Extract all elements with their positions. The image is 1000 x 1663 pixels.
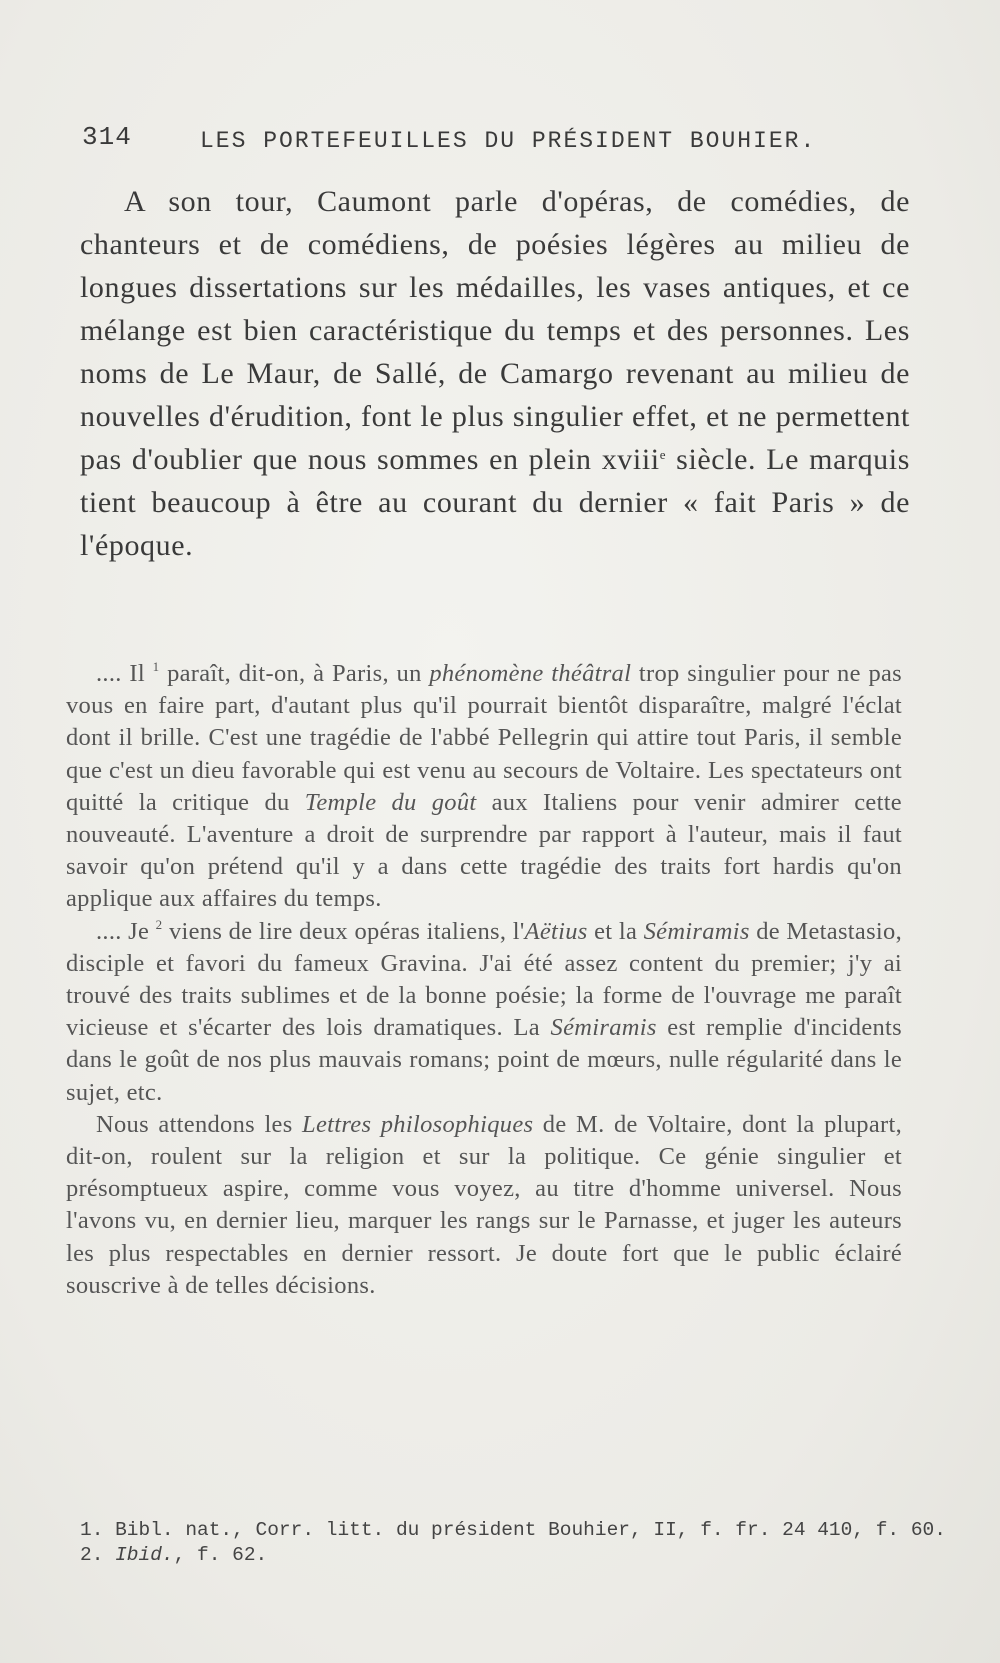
footnote-2 <box>80 1543 920 1568</box>
running-title: LES PORTEFEUILLES DU PRÉSIDENT BOUHIER. <box>200 128 817 154</box>
quote-2-text-a: viens de lire deux opéras italiens, l' <box>162 917 525 945</box>
paragraph-1-text-b: siècle. Le marquis tient beaucoup à être au courant du dernier « fait Paris » de l'époque. <box>80 443 910 562</box>
quote-2-italic-1: Aëtius <box>524 917 588 945</box>
quote-2-text-d: est remplie d'incidents dans le goût de nos plus mauvais romans; point de mœurs, nulle régularité dans le sujet, etc. <box>66 1014 902 1106</box>
quote-1-lead: .... Il <box>96 660 145 687</box>
quote-2-text-c: de Metastasio, disciple et favori du fameux Gravina. J'ai été assez content du premier; j'y ai trouvé des traits sublimes et de la bonne poésie; la forme de l'ouvrage me paraît vicieuse et s'écarter des lois dramatiques. La <box>66 917 902 1042</box>
quote-1-text-a: paraît, dit-on, à Paris, un <box>159 660 430 687</box>
quote-paragraph-1 <box>66 658 902 916</box>
main-paragraph <box>80 180 910 567</box>
footnote-ref-1: 1 <box>152 659 160 674</box>
footnotes <box>80 1518 946 1568</box>
quote-3-text-b: de M. de Voltaire, dont la plupart, dit-on, roulent sur la religion et sur la politique. Ce génie singulier et présomptueux aspire, comme vous voyez, au titre d'homme universel. Nous l'avons vu, en dernier lieu, marquer les rangs sur le Parnasse, et juger les auteurs les plus respectables en dernier ressort. Je doute fort que le public éclairé souscrive à de telles décisions. <box>66 1110 902 1299</box>
footnote-1: 1. Bibl. nat., Corr. litt. du président Bouhier, II, f. fr. 24 410, f. 60. <box>80 1519 946 1541</box>
quote-1-text-c: aux Italiens pour venir admirer cette nouveauté. L'aventure a droit de surprendre par rapport à l'auteur, mais il faut savoir qu'on prétend qu'il y a dans cette tragédie des traits fort hardis qu'on applique aux affaires du temps. <box>66 788 902 913</box>
footnote-2-ref: , f. 62. <box>173 1544 268 1566</box>
quote-2-italic-3: Sémiramis <box>550 1014 657 1042</box>
paragraph-1-text-a: A son tour, Caumont parle d'opéras, de comédies, de chanteurs et de comédiens, de poésies légères au milieu de longues dissertations sur les médailles, les vases antiques, et ce mélange est bien caractéristique du temps et des personnes. Les noms de Le Maur, de Sallé, de Camargo revenant au milieu de nouvelles d'érudition, font le plus singulier effet, et ne permettent pas d'oublier que nous sommes en plein xviii <box>80 185 910 476</box>
quote-2-italic-2: Sémiramis <box>643 917 750 945</box>
quote-3-italic-1: Lettres philosophiques <box>302 1110 534 1138</box>
footnote-2-number: 2. <box>80 1544 116 1566</box>
century-superscript: e <box>659 447 667 462</box>
quote-1-italic-2: Temple du goût <box>304 788 477 816</box>
footnote-2-ibid: Ibid. <box>115 1544 174 1566</box>
quote-2-text-b: et la <box>587 917 644 945</box>
footnote-ref-2: 2 <box>155 916 163 932</box>
quoted-letter <box>66 658 902 1302</box>
quote-3-text-a: Nous attendons les <box>96 1110 303 1138</box>
quote-paragraph-2 <box>66 916 902 1109</box>
quote-1-italic-1: phénomène théâtral <box>429 660 632 687</box>
page-header <box>82 122 922 162</box>
quote-2-lead: .... Je <box>96 917 150 945</box>
paragraph-1 <box>80 180 910 567</box>
page-number: 314 <box>82 122 132 152</box>
quote-1-text-b: trop singulier pour ne pas vous en faire part, d'autant plus qu'il pourrait bientôt disparaître, malgré l'éclat dont il brille. C'est une tragédie de l'abbé Pellegrin qui attire tout Paris, il semble que c'est un dieu favorable qui est venu au secours de Voltaire. Les spectateurs ont quitté la critique du <box>66 660 902 816</box>
quote-paragraph-3 <box>66 1109 902 1302</box>
